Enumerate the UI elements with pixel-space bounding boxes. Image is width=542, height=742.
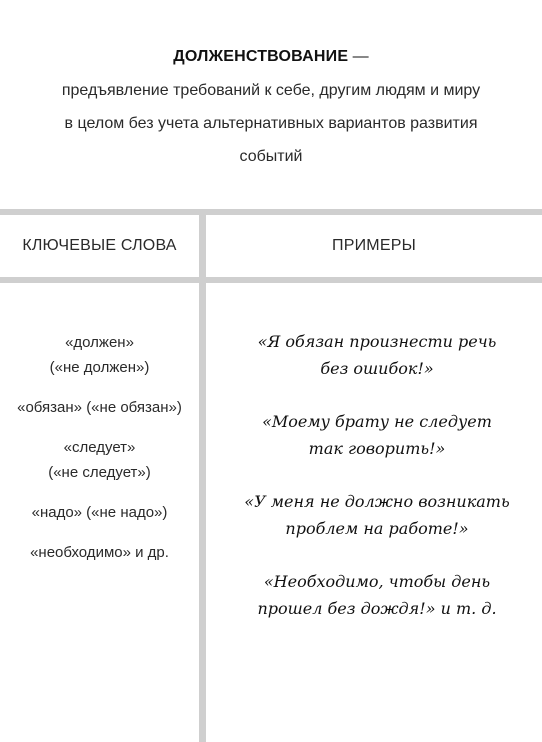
example-line: «Моему брату не следует [262,412,492,431]
keyword-line: («не должен») [49,359,150,376]
keyword-line: «должен» [65,334,134,351]
definition-line: предъявление требований к себе, другим людям и миру [61,82,481,99]
column-header-examples: ПРИМЕРЫ [332,237,416,254]
example-line: «Я обязан произнести речь [257,332,497,351]
examples-column [212,328,542,648]
example-line: прошел без дождя!» и т. д. [257,599,497,618]
definition-line: в целом без учета альтернативных вариантов развития [64,115,478,132]
keyword-line: «необходимо» и др. [30,544,169,561]
keyword-item [0,540,199,565]
example-item [212,488,542,542]
keyword-item [0,500,199,525]
example-item [212,408,542,462]
example-line: проблем на работе!» [285,519,469,538]
keyword-item [0,330,199,380]
example-line: «У меня не должно возникать [244,492,510,511]
keyword-line: «следует» [63,439,136,456]
table-column-divider [199,209,206,742]
keyword-line: «надо» («не надо») [31,504,168,521]
example-item [212,328,542,382]
example-item [212,568,542,622]
keyword-line: «обязан» («не обязан») [17,399,182,416]
definition-line: событий [239,148,303,165]
keyword-item [0,435,199,485]
definition-text [41,74,501,173]
example-line: так говорить!» [308,439,446,458]
keyword-item [0,395,199,420]
keyword-line: («не следует») [48,464,151,481]
table-header-divider [0,277,542,283]
example-line: «Необходимо, чтобы день [263,572,491,591]
term-title [0,40,542,74]
term-name: ДОЛЖЕНСТВОВАНИЕ [173,48,349,65]
term-definition [0,40,542,173]
keywords-column [0,330,199,580]
column-header-keywords: КЛЮЧЕВЫЕ СЛОВА [22,237,177,254]
term-dash: — [348,48,369,65]
example-line: без ошибок!» [320,359,434,378]
